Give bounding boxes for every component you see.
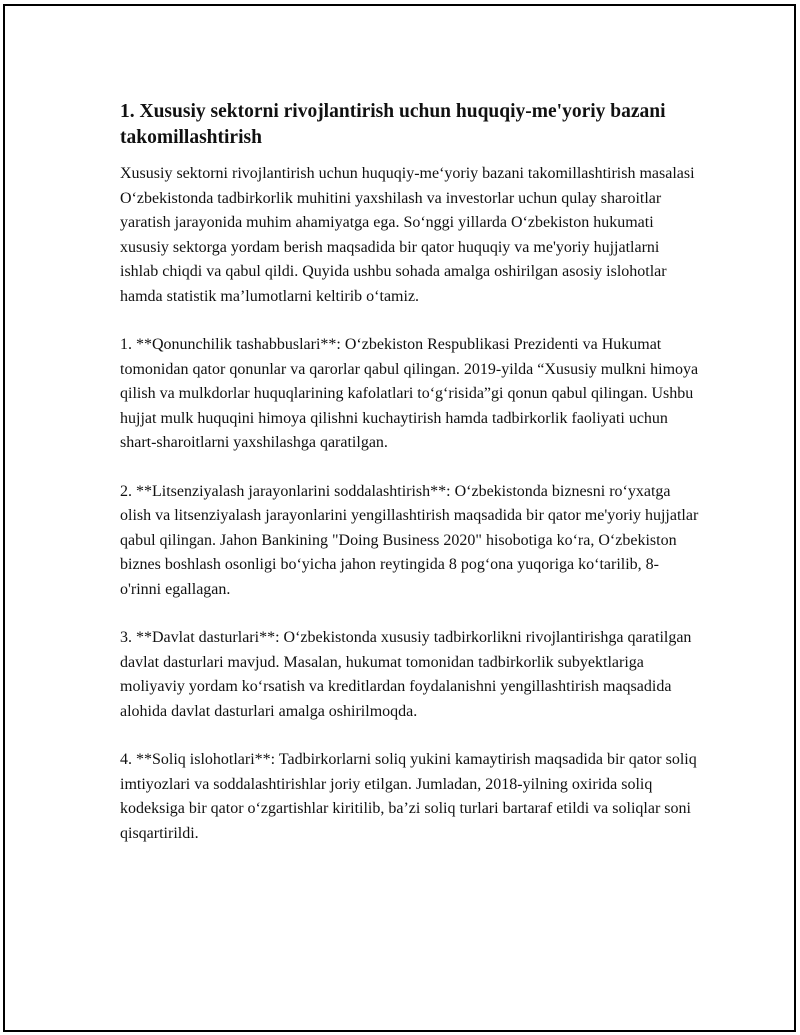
paragraph-state-programs: 3. **Davlat dasturlari**: O‘zbekistonda xususiy tadbirkorlikni rivojlantirishga qaratilgan davlat dasturlari mavjud. Masalan, hukumat tomonidan tadbirkorlik subyektlariga moliyaviy yordam ko‘rsatish va kreditlardan foydalanishni yengillashtirish maqsadida alohida davlat dasturlari amalga oshirilmoqda.	[120, 629, 692, 720]
document-body	[120, 99, 700, 870]
intro-paragraph: Xususiy sektorni rivojlantirish uchun huquqiy-me‘yoriy bazani takomillashtirish masalasi O‘zbekistonda tadbirkorlik muhitini yaxshilash va investorlar uchun qulay sharoitlar yaratish jarayonida muhim ahamiyatga ega. So‘nggi yillarda O‘zbekiston hukumati xususiy sektorga yordam berish maqsadida bir qator huquqiy va me'yoriy hujjatlarni ishlab chiqdi va qabul qildi. Quyida ushbu sohada amalga oshirilgan asosiy islohotlar hamda statistik ma’lumotlarni keltirib o‘tamiz.	[120, 165, 695, 305]
section-heading: 1. Xususiy sektorni rivojlantirish uchun huquqiy-me'yoriy bazani takomillashtirish	[120, 101, 666, 148]
paragraph-legislative-initiatives: 1. **Qonunchilik tashabbuslari**: O‘zbekiston Respublikasi Prezidenti va Hukumat tomonidan qator qonunlar va qarorlar qabul qilingan. 2019-yilda “Xususiy mulkni himoya qilish va mulkdorlar huquqlarining kafolatlari to‘g‘risida”gi qonun qabul qilingan. Ushbu hujjat mulk huquqini himoya qilishni kuchaytirish hamda tadbirkorlik faoliyati uchun shart-sharoitlarni yaxshilashga qaratilgan.	[120, 336, 699, 451]
page-border	[3, 4, 796, 1032]
paragraph-tax-reforms: 4. **Soliq islohotlari**: Tadbirkorlarni soliq yukini kamaytirish maqsadida bir qator soliq imtiyozlari va soddalashtirishlar joriy etilgan. Jumladan, 2018-yilning oxirida soliq kodeksiga bir qator o‘zgartishlar kiritilib, ba’zi soliq turlari bartaraf etildi va soliqlar soni qisqartirildi.	[120, 751, 697, 842]
paragraph-licensing-simplification: 2. **Litsenziyalash jarayonlarini soddalashtirish**: O‘zbekistonda biznesni ro‘yxatga olish va litsenziyalash jarayonlarini yengillashtirish maqsadida bir qator me'yoriy hujjatlar qabul qilingan. Jahon Bankining "Doing Business 2020" hisobotiga ko‘ra, O‘zbekiston biznes boshlash osonligi bo‘yicha jahon reytingida 8 pog‘ona yuqoriga ko‘tarilib, 8-o'rinni egallagan.	[120, 482, 699, 598]
